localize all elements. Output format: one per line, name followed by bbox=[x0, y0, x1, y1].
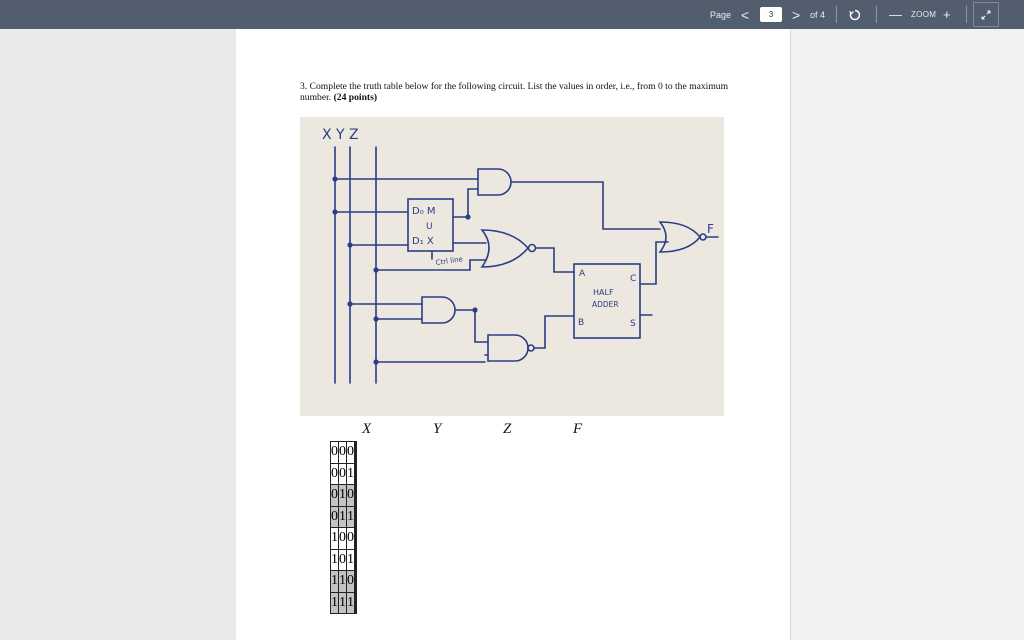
cell-f-answer[interactable] bbox=[356, 549, 357, 571]
half-adder-a-label: A bbox=[579, 269, 586, 279]
table-row bbox=[331, 506, 357, 528]
table-row bbox=[331, 571, 357, 593]
page-number-input[interactable]: 3 bbox=[760, 7, 782, 22]
page-count-label: of 4 bbox=[810, 9, 826, 20]
cell-z: 1 bbox=[347, 549, 355, 571]
page-label: Page bbox=[710, 9, 732, 20]
cell-z: 0 bbox=[347, 528, 355, 550]
cell-y: 1 bbox=[339, 592, 347, 614]
prev-page-button[interactable]: < bbox=[741, 6, 750, 23]
cell-f-answer[interactable] bbox=[356, 528, 357, 550]
cell-x: 1 bbox=[331, 528, 339, 550]
mux-d1-label: D₁ X bbox=[412, 236, 434, 247]
mux-u-label: U bbox=[426, 222, 433, 232]
table-row bbox=[331, 442, 357, 464]
cell-x: 0 bbox=[331, 506, 339, 528]
half-adder-name-1: HALF bbox=[593, 288, 614, 297]
cell-z: 1 bbox=[347, 463, 355, 485]
cell-y: 1 bbox=[339, 485, 347, 507]
ctrl-line-label: Ctrl line bbox=[435, 255, 464, 267]
cell-x: 0 bbox=[331, 463, 339, 485]
input-labels: X Y Z bbox=[322, 127, 359, 143]
output-f-label: F bbox=[707, 222, 714, 236]
side-panel bbox=[790, 29, 1024, 640]
cell-y: 0 bbox=[339, 528, 347, 550]
cell-f-answer[interactable] bbox=[356, 506, 357, 528]
cell-f-answer[interactable] bbox=[356, 485, 357, 507]
cell-z: 1 bbox=[347, 506, 355, 528]
mux-d0-label: D₀ M bbox=[412, 206, 436, 217]
question-points: (24 points) bbox=[333, 92, 378, 103]
circuit-diagram bbox=[300, 117, 724, 416]
header-z: Z bbox=[503, 421, 512, 437]
pdf-toolbar bbox=[0, 0, 1024, 29]
cell-f-answer[interactable] bbox=[356, 463, 357, 485]
cell-f-answer[interactable] bbox=[356, 442, 357, 464]
table-row bbox=[331, 592, 357, 614]
half-adder-name-2: ADDER bbox=[592, 300, 619, 309]
table-row bbox=[331, 528, 357, 550]
truth-table-grid bbox=[330, 441, 357, 614]
half-adder-c-label: C bbox=[630, 274, 637, 284]
rotate-icon[interactable] bbox=[849, 0, 861, 29]
toolbar-divider bbox=[966, 6, 967, 23]
expand-icon[interactable] bbox=[973, 2, 999, 27]
question-body: 3. Complete the truth table below for the following circuit. List the values in order, i.e., from 0 to the maximum number. bbox=[300, 81, 729, 103]
cell-z: 0 bbox=[347, 442, 355, 464]
cell-z: 0 bbox=[347, 571, 355, 593]
toolbar-divider bbox=[876, 6, 877, 23]
cell-z: 0 bbox=[347, 485, 355, 507]
zoom-out-button[interactable]: — bbox=[889, 7, 902, 22]
cell-y: 1 bbox=[339, 571, 347, 593]
cell-y: 0 bbox=[339, 463, 347, 485]
header-y: Y bbox=[433, 421, 442, 437]
half-adder-s-label: S bbox=[630, 319, 636, 329]
table-row bbox=[331, 463, 357, 485]
cell-z: 1 bbox=[347, 592, 355, 614]
cell-f-answer[interactable] bbox=[356, 571, 357, 593]
zoom-label: ZOOM bbox=[911, 10, 937, 19]
header-f: F bbox=[573, 421, 583, 437]
cell-y: 1 bbox=[339, 506, 347, 528]
cell-y: 0 bbox=[339, 549, 347, 571]
cell-x: 0 bbox=[331, 442, 339, 464]
table-row bbox=[331, 549, 357, 571]
question-text bbox=[300, 81, 740, 103]
next-page-button[interactable]: > bbox=[792, 6, 801, 23]
cell-y: 0 bbox=[339, 442, 347, 464]
table-row bbox=[331, 485, 357, 507]
header-x: X bbox=[362, 421, 372, 437]
toolbar-divider bbox=[836, 6, 837, 23]
cell-x: 1 bbox=[331, 571, 339, 593]
cell-x: 1 bbox=[331, 549, 339, 571]
cell-x: 1 bbox=[331, 592, 339, 614]
half-adder-b-label: B bbox=[578, 318, 585, 328]
document-page bbox=[236, 29, 790, 640]
cell-f-answer[interactable] bbox=[356, 592, 357, 614]
circuit-photo bbox=[300, 117, 724, 416]
cell-x: 0 bbox=[331, 485, 339, 507]
zoom-in-button[interactable]: + bbox=[943, 7, 951, 22]
